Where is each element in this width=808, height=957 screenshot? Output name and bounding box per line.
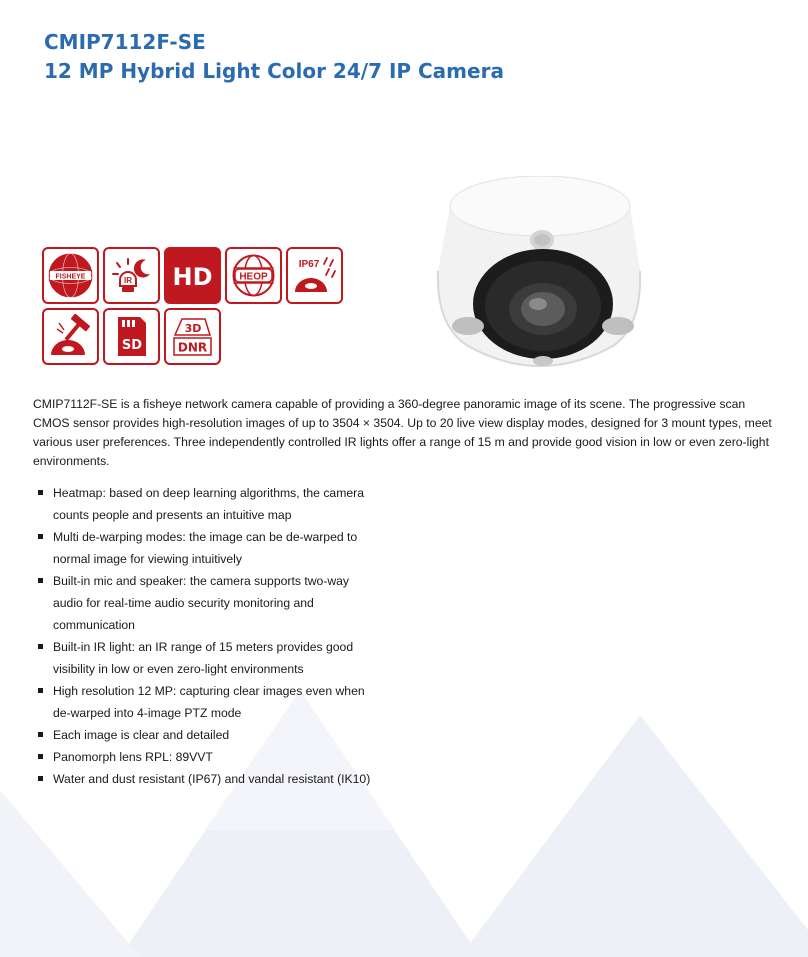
feature-text: communication [53,618,135,632]
product-description: CMIP7112F-SE is a fisheye network camera capable of providing a 360-degree panoramic image of its scene. The progressive scan CMOS sensor provides high-resolution images of up to 3504 × 3504. Up to 20 live view display modes, designed for 3 mount types, meet various user preferences. Three independently controlled IR lights offer a range of 15 m and provide good vision in low or even zero-light environments. [33,397,772,468]
feature-text: Water and dust resistant (IP67) and vandal resistant (IK10) [53,772,371,786]
feature-text: de-warped into 4-image PTZ mode [53,706,242,720]
feature-badges [42,247,352,369]
feature-item [36,636,436,680]
badge-text: HD [172,263,213,291]
fisheye-dome-camera-icon [428,176,650,376]
badge-text: FISHEYE [55,273,86,281]
badge-text: HEOP [239,271,268,283]
ir-icon [103,247,160,304]
feature-item [36,680,436,724]
feature-item [36,526,436,570]
badge-text-2: DNR [177,340,208,355]
feature-item [36,482,436,526]
feature-text: audio for real-time audio security monitoring and [53,596,314,610]
feature-text: counts people and presents an intuitive map [53,508,292,522]
bullet-icon [38,578,43,583]
bullet-icon [38,754,43,759]
bullet-icon [38,644,43,649]
bullet-icon [38,688,43,693]
feature-text: Heatmap: based on deep learning algorithms, the camera [53,486,364,500]
feature-item [36,768,436,790]
badge-text: IR [124,276,132,285]
vandal-resistant-icon [42,308,99,365]
fisheye-icon [42,247,99,304]
bullet-icon [38,776,43,781]
feature-item [36,746,436,768]
bullet-icon [38,490,43,495]
sd-card-icon [103,308,160,365]
feature-text: High resolution 12 MP: capturing clear images even when [53,684,365,698]
feature-item [36,724,436,746]
bullet-icon [38,534,43,539]
title-block [44,28,504,86]
badge-text: IP67 [298,259,320,270]
badge-text: SD [121,338,143,353]
hd-icon [164,247,221,304]
feature-text: Built-in mic and speaker: the camera supports two-way [53,574,350,588]
feature-text: Panomorph lens RPL: 89VVT [53,750,213,764]
feature-item [36,570,436,636]
bullet-icon [38,732,43,737]
product-title: 12 MP Hybrid Light Color 24/7 IP Camera [44,59,504,83]
feature-text: Each image is clear and detailed [53,728,230,742]
feature-text: Multi de-warping modes: the image can be de-warped to [53,530,358,544]
badge-text: 3D [184,322,202,335]
feature-text: Built-in IR light: an IR range of 15 meters provides good [53,640,354,654]
heop-icon [225,247,282,304]
feature-text: normal image for viewing intuitively [53,552,242,566]
product-model: CMIP7112F-SE [44,30,206,54]
feature-list [36,482,436,790]
3d-dnr-icon [164,308,221,365]
ip67-icon [286,247,343,304]
feature-text: visibility in low or even zero-light environments [53,662,304,676]
